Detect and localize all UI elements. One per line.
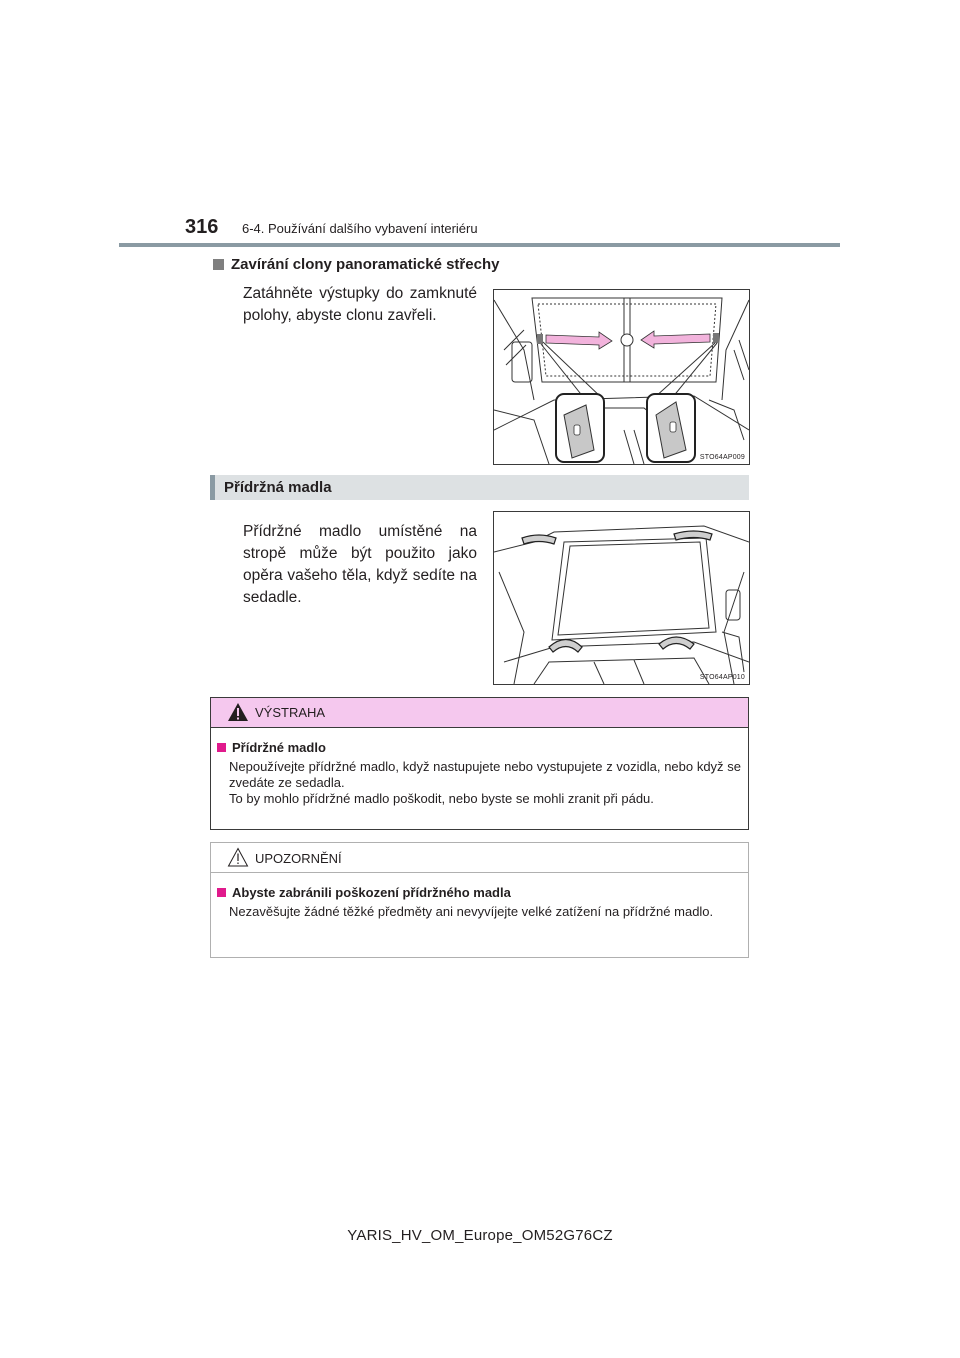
figure-code: STO64AP009 bbox=[699, 454, 745, 461]
warning-subtitle bbox=[217, 740, 326, 755]
chapter-title: 6-4. Používání dalšího vybavení interiéru bbox=[242, 221, 478, 236]
bullet-square-icon bbox=[213, 259, 224, 270]
assist-grip-illustration bbox=[493, 511, 750, 685]
assist-grip-description: Přídržné madlo umístěné na stropě může být použito jako opěra vašeho těla, když sedíte na sedadle. bbox=[243, 523, 477, 606]
warning-text-1: Nepoužívejte přídržné madlo, když nastupujete nebo vystupujete z vozidla, nebo když se zvedáte ze sedadla. bbox=[229, 759, 741, 790]
caution-box bbox=[210, 842, 749, 958]
header-rule bbox=[119, 243, 840, 247]
page-number: 316 bbox=[185, 216, 219, 238]
warning-text-2: To by mohlo přídržné madlo poškodit, nebo byste se mohli zranit při pádu. bbox=[229, 791, 654, 806]
sunshade-illustration bbox=[493, 289, 750, 465]
section-heading-text: Zavírání clony panoramatické střechy bbox=[231, 256, 500, 273]
caution-label: UPOZORNĚNÍ bbox=[255, 851, 342, 866]
section-heading-sunshade bbox=[213, 256, 499, 273]
document-id: YARIS_HV_OM_Europe_OM52G76CZ bbox=[347, 1227, 613, 1244]
warning-subtitle-text: Přídržné madlo bbox=[232, 740, 326, 755]
warning-triangle-icon bbox=[227, 702, 249, 722]
bullet-square-icon bbox=[217, 888, 226, 897]
warning-header bbox=[211, 698, 748, 728]
section-bar-title: Přídržná madla bbox=[224, 479, 332, 496]
warning-box bbox=[210, 697, 749, 830]
section-bar-assist-grips bbox=[210, 475, 749, 500]
warning-label: VÝSTRAHA bbox=[255, 705, 326, 720]
caution-header bbox=[211, 843, 748, 873]
roof-grips-drawing bbox=[494, 512, 749, 684]
caution-subtitle bbox=[217, 885, 511, 900]
caution-text: Nezavěšujte žádné těžké předměty ani nevyvíjejte velké zatížení na přídržné madlo. bbox=[229, 904, 714, 919]
sunshade-instructions: Zatáhněte výstupky do zamknuté polohy, abyste clonu zavřeli. bbox=[243, 285, 477, 324]
bullet-square-icon bbox=[217, 743, 226, 752]
panoramic-roof-drawing bbox=[494, 290, 749, 464]
section-bar-accent bbox=[210, 475, 215, 500]
caution-triangle-icon bbox=[227, 847, 249, 867]
caution-subtitle-text: Abyste zabránili poškození přídržného madla bbox=[232, 885, 511, 900]
figure-code: STO64AP010 bbox=[699, 674, 745, 681]
